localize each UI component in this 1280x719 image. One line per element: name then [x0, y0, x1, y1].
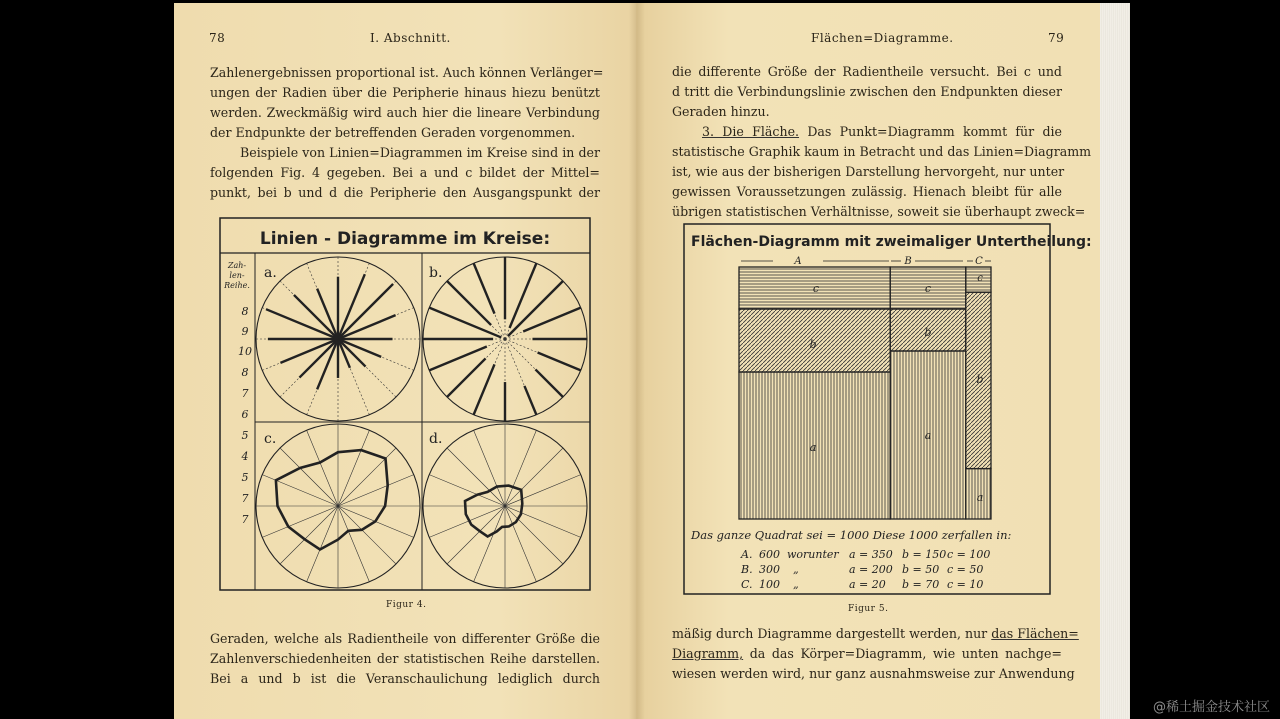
- legend-word: worunter: [787, 548, 839, 561]
- text-line: wiesen werden wird, nur ganz ausnahmsweise zur Anwendung: [672, 666, 1075, 681]
- cell-label-b-c: c: [924, 282, 932, 295]
- legend-name: B.: [741, 563, 753, 576]
- figure-5-title: Flächen-Diagramm mit zweimaliger Untertheilung:: [691, 234, 1092, 250]
- cell-label-c-a: a: [976, 491, 984, 504]
- paragraph-bottom-left: [210, 629, 600, 689]
- value-ray: [338, 284, 393, 339]
- legend-c: c = 100: [947, 548, 991, 561]
- legend-a: a = 20: [849, 578, 886, 591]
- cell-label-c-b: b: [976, 373, 984, 386]
- figure-5-caption: Figur 5.: [848, 604, 889, 614]
- text-fragment: Das Punkt=Diagramm kommt für die: [807, 124, 1062, 139]
- panel-label-c: c.: [264, 431, 277, 447]
- left-page: [174, 3, 636, 719]
- text-line: übrigen statistischen Verhältnisse, soweit sie überhaupt zweck=: [672, 204, 1086, 219]
- row-value: 5: [241, 471, 249, 484]
- column-label-a: A: [794, 256, 802, 267]
- legend-word: „: [793, 563, 799, 576]
- legend-a: a = 350: [849, 548, 893, 561]
- value-ray: [299, 339, 338, 378]
- right-page: [636, 3, 1100, 719]
- text-line: ungen der Radien über die Peripherie hinaus hiezu benützt: [210, 85, 600, 100]
- text-line: der Endpunkte der betreffenden Geraden vorgenommen.: [210, 125, 576, 140]
- value-ray: [510, 263, 537, 328]
- value-ray: [294, 295, 338, 339]
- value-ray: [447, 358, 486, 397]
- row-value: 7: [241, 387, 249, 400]
- text-fragment: mäßig durch Diagramme dargestellt werden, nur: [672, 626, 988, 641]
- panel-label-d: d.: [429, 431, 443, 447]
- legend-b: b = 70: [902, 578, 940, 591]
- paragraph-bottom-right: [672, 624, 1079, 684]
- cell-label-b-b: b: [924, 326, 932, 339]
- figure-4-caption: Figur 4.: [386, 600, 427, 610]
- value-ray: [538, 352, 581, 370]
- legend-c: c = 10: [947, 578, 984, 591]
- legend-intro: Das ganze Quadrat sei = 1000 Diese 1000 zerfallen in:: [691, 528, 1012, 542]
- cell-label-b-a: a: [924, 429, 932, 442]
- row-value: 5: [241, 429, 249, 442]
- value-ray: [474, 263, 495, 313]
- text-line: punkt, bei b und d die Peripherie den Ausgangspunkt der: [210, 185, 600, 200]
- radius-line: [280, 506, 338, 564]
- text-line: Zahlenverschiedenheiten der statistischen Reihe darstellen.: [210, 651, 600, 666]
- figure-4-title: Linien - Diagramme im Kreise:: [259, 229, 551, 249]
- radius-line: [338, 506, 396, 564]
- cell-label-c-c: c: [977, 273, 983, 284]
- watermark: @稀土掘金技术社区: [1152, 700, 1270, 715]
- radius-line: [505, 448, 563, 506]
- legend-a: a = 200: [849, 563, 893, 576]
- figure-5-area-diagram: [683, 223, 1092, 595]
- legend-b: b = 150: [902, 548, 947, 561]
- row-value: 8: [241, 305, 249, 318]
- text-fragment: da das Körper=Diagramm, wie unten nachge=: [749, 646, 1062, 661]
- radius-line: [447, 448, 505, 506]
- column-label-b: B: [904, 256, 912, 267]
- book-gutter: [629, 3, 645, 719]
- text-line: die differente Größe der Radientheile versucht. Bei c und: [672, 64, 1062, 79]
- legend-word: „: [793, 578, 799, 591]
- text-line: [672, 644, 1062, 664]
- row-value: 9: [241, 325, 249, 338]
- legend-total: 300: [759, 563, 780, 576]
- value-ray: [508, 281, 563, 336]
- page-number-left: 78: [209, 31, 226, 45]
- paragraph-top-right: [672, 62, 1092, 222]
- legend-name: C.: [741, 578, 753, 591]
- text-line: [672, 122, 1062, 142]
- text-line: ist, wie aus der bisherigen Darstellung hervorgeht, nur unter: [672, 164, 1065, 179]
- running-head-left: I. Abschnitt.: [370, 31, 451, 45]
- text-line: statistische Graphik kaum in Betracht und das Linien=Diagramm: [672, 144, 1092, 159]
- book-spread: [174, 3, 1100, 719]
- text-line: Beispiele von Linien=Diagrammen im Kreise sind in der: [240, 145, 600, 160]
- text-line: d tritt die Verbindungslinie zwischen den Endpunkten dieser: [672, 84, 1062, 99]
- text-line: Geraden, welche als Radientheile von differenter Größe die: [210, 631, 600, 646]
- figure-4-line-diagrams: [219, 217, 591, 591]
- row-value: 6: [241, 408, 249, 421]
- paragraph-top-left: [210, 63, 604, 203]
- radius-line: [505, 506, 563, 564]
- row-values: [238, 305, 252, 526]
- legend-total: 600: [759, 548, 780, 561]
- legend-c: c = 50: [947, 563, 984, 576]
- text-line: folgenden Fig. 4 gegeben. Bei a und c bildet der Mittel=: [210, 165, 600, 180]
- legend-rows: [740, 548, 990, 591]
- highlighted-term: das Flächen=: [991, 626, 1079, 641]
- row-header: Reihe.: [224, 281, 250, 290]
- column-label-c: C: [975, 256, 983, 267]
- radius-line: [447, 506, 505, 564]
- section-heading: 3. Die Fläche.: [702, 124, 800, 139]
- legend-total: 100: [759, 578, 780, 591]
- panel-label-a: a.: [264, 265, 277, 281]
- row-value: 7: [241, 492, 249, 505]
- text-line: [672, 624, 1079, 644]
- text-line: Zahlenergebnissen proportional ist. Auch können Verlänger=: [210, 65, 604, 80]
- running-head-right: Flächen=Diagramme.: [811, 31, 954, 45]
- panel-label-b: b.: [429, 265, 443, 281]
- row-header: len-: [229, 271, 245, 280]
- legend-name: A.: [741, 548, 753, 561]
- text-line: Geraden hinzu.: [672, 104, 770, 119]
- value-ray: [429, 308, 501, 338]
- row-value: 7: [241, 513, 249, 526]
- row-value: 10: [238, 345, 252, 358]
- cell-label-a-c: c: [812, 282, 820, 295]
- page-number-right: 79: [1048, 31, 1065, 45]
- page-edges: [1100, 3, 1130, 719]
- cell-label-a-a: a: [809, 441, 817, 454]
- value-ray: [474, 364, 495, 414]
- row-header: Zah-: [227, 261, 247, 270]
- legend-b: b = 50: [902, 563, 940, 576]
- highlighted-term: Diagramm,: [672, 646, 744, 661]
- cell-label-a-b: b: [809, 338, 817, 351]
- value-ray: [535, 369, 563, 397]
- text-line: werden. Zweckmäßig wird auch hier die lineare Verbindung: [210, 105, 600, 120]
- row-value: 4: [241, 450, 249, 463]
- text-line: Bei a und b ist die Veranschaulichung lediglich durch: [210, 671, 600, 686]
- area-cells: [739, 267, 991, 519]
- text-line: gewissen Voraussetzungen zulässig. Hienach bleibt für alle: [672, 184, 1062, 199]
- value-ray: [338, 339, 366, 367]
- row-value: 8: [241, 366, 249, 379]
- value-ray: [524, 386, 536, 415]
